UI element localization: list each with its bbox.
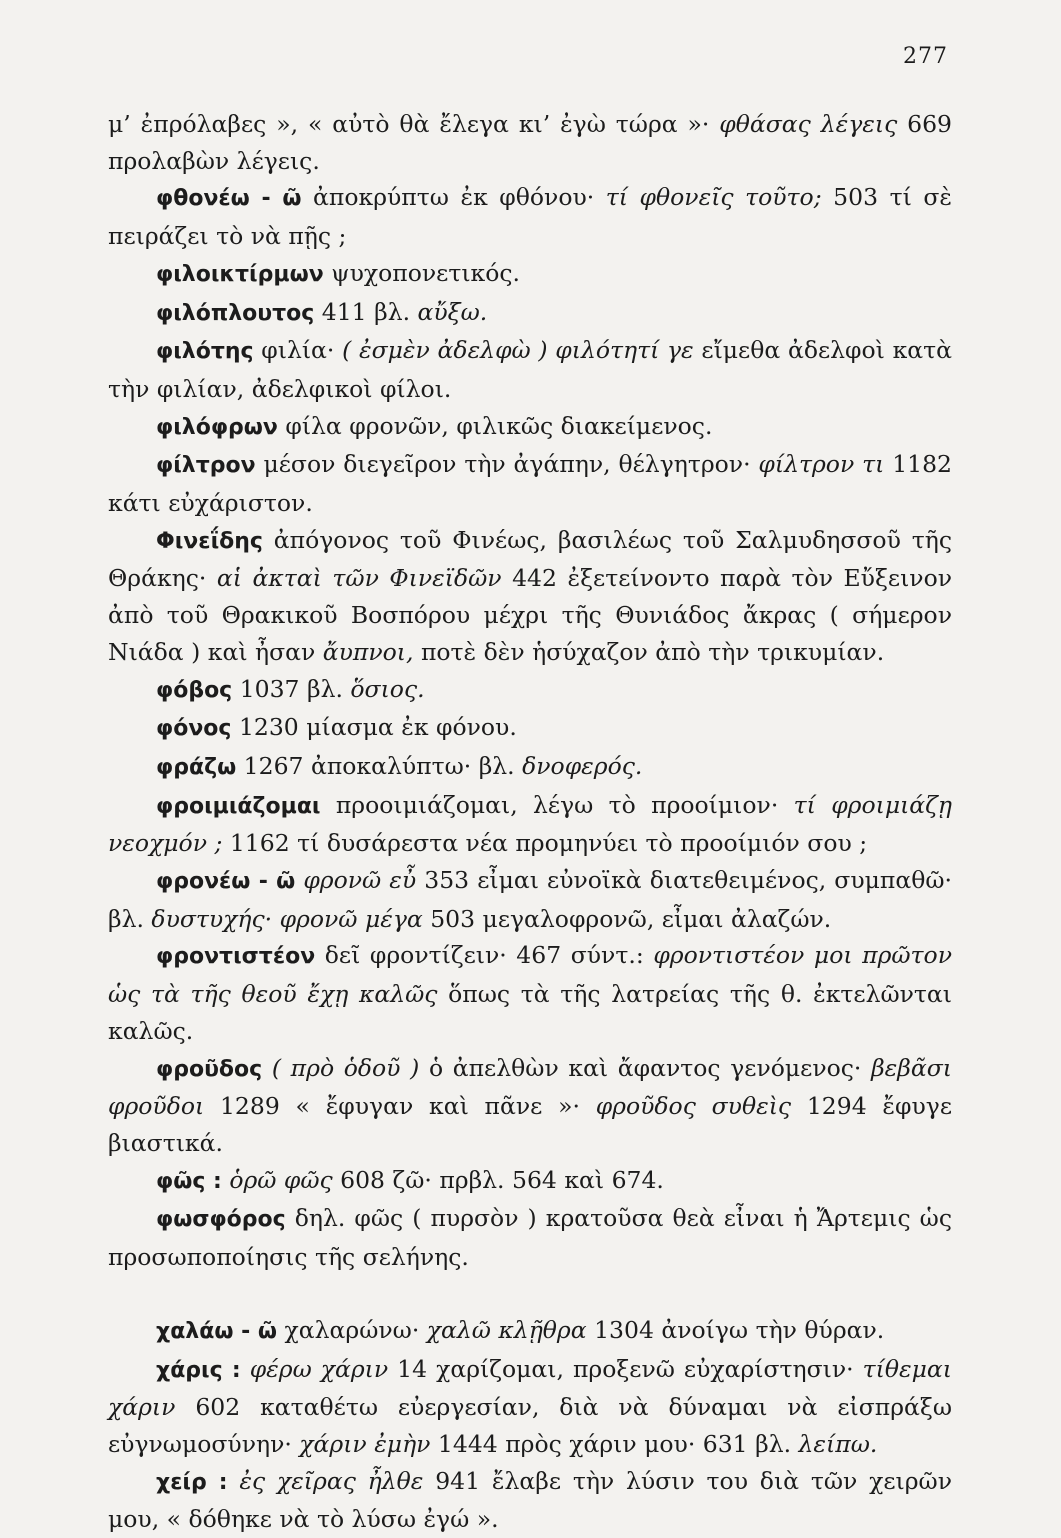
entry-text: ἀπόγονος τοῦ Φινέως, βασιλέως τοῦ Σαλμυδησσοῦ τῆς Θράκης· [108, 525, 952, 593]
quoted-text: ἄυπνοι, [322, 637, 414, 666]
headword: φιλότης [156, 339, 254, 365]
glossary-entry [108, 787, 952, 862]
entry-text: ἀποκρύπτω ἐκ φθόνου· [301, 183, 606, 212]
entry-text: ὁ ἀπελθὼν καὶ ἄφαντος γενόμενος· [419, 1053, 872, 1082]
entry-text: 503 μεγαλοφρονῶ, εἶμαι ἀλαζών. [422, 904, 832, 933]
entry-text: φιλία· [253, 336, 343, 365]
quoted-text: φροῦδος συθεὶς [595, 1092, 792, 1121]
quoted-text: δυστυχής· φρονῶ μέγα [151, 904, 423, 933]
entry-text: 14 χαρίζομαι, προξενῶ εὐχαρίστησιν· [388, 1354, 863, 1383]
headword: φόβος [156, 677, 233, 703]
headword: φθονέω - ῶ [156, 186, 302, 212]
entry-text: 1289 « ἔφυγαν καὶ πᾶνε »· [204, 1092, 596, 1121]
entry-text [262, 1054, 272, 1082]
headword: φιλόφρων [156, 414, 278, 440]
entry-text: 1444 πρὸς χάριν μου· 631 βλ. [430, 1429, 799, 1458]
entry-text: 1162 τί δυσάρεστα νέα προμηνύει τὸ προοίμιόν σου ; [222, 829, 868, 858]
entry-text: ὅπως τὰ τῆς λατρείας τῆς θ. ἐκτελῶνται καλῶς. [108, 980, 953, 1045]
headword: φρονέω - ῶ [156, 869, 296, 895]
headword: φροντιστέον [156, 944, 316, 970]
quoted-text: αἱ ἀκταὶ τῶν Φινεϊδῶν [216, 564, 502, 593]
entry-text: δηλ. φῶς ( πυρσὸν ) κρατοῦσα θεὰ εἶναι ἡ Ἄρτεμις ὡς προσωποποίησις τῆς σελήνης. [108, 1204, 952, 1272]
entry-text: μ’ ἐπρόλαβες », « αὐτὸ θὰ ἔλεγα κι’ ἐγὼ τώρα »· [108, 110, 720, 138]
glossary-entry [108, 179, 952, 254]
glossary-entry [108, 671, 952, 710]
entry-text: 1294 ἔφυγε βιαστικά. [108, 1092, 952, 1157]
entry-text: προοιμιάζομαι, λέγω τὸ προοίμιον· [320, 790, 794, 819]
headword: φιλόπλουτος [156, 300, 315, 326]
headword: φίλτρον [156, 453, 256, 479]
entry-text: δεῖ φροντίζειν· 467 σύντ.: [315, 941, 654, 970]
headword: χείρ : [156, 1469, 228, 1495]
quoted-text: ( ἐσμὲν ἀδελφὼ ) φιλότητί γε [342, 336, 694, 365]
section-gap [108, 1276, 952, 1312]
glossary-entry [108, 1050, 952, 1162]
quoted-text: ἐς χεῖρας ἦλθε [239, 1466, 424, 1495]
entry-text: ποτὲ δὲν ἡσύχαζον ἀπὸ τὴν τρικυμίαν. [413, 637, 885, 666]
quoted-text: φέρω χάριν [249, 1354, 389, 1383]
entry-text: 442 ἐξετείνοντο παρὰ τὸν Εὔξεινον ἀπὸ τοῦ Θρακικοῦ Βοσπόρου μέχρι τῆς Θυνιάδος ἄκρας ( σήμερον Νιάδα ) καὶ ἦσαν [108, 564, 952, 666]
headword: φροιμιάζομαι [156, 793, 321, 819]
entry-text: 1230 μίασμα ἐκ φόνου. [231, 713, 517, 742]
entry-text: 1182 κάτι εὐχάριστον. [108, 450, 952, 518]
entry-text [228, 1467, 240, 1495]
headword: φράζω [156, 754, 237, 780]
entry-text: 503 τί σὲ πειράζει τὸ νὰ πῇς ; [108, 183, 952, 251]
entry-text: ψυχοπονετικός. [323, 258, 520, 287]
quoted-text: ( πρὸ ὁδοῦ ) [271, 1053, 420, 1082]
entry-text: 1304 ἀνοίγω τὴν θύραν. [586, 1315, 885, 1344]
glossary-entry [108, 748, 952, 787]
entry-text: εἴμεθα ἀδελφοὶ κατὰ τὴν φιλίαν, ἀδελφικοὶ φίλοι. [108, 336, 953, 403]
headword: φωσφόρος [156, 1207, 286, 1233]
quoted-text: αὔξω. [417, 297, 488, 326]
entry-text: 608 ζῶ· πρβλ. 564 καὶ 674. [332, 1165, 664, 1194]
glossary-entry [108, 937, 952, 1049]
quoted-text: δνοφερός. [522, 751, 643, 780]
glossary-text [108, 106, 952, 1538]
quoted-text: χάριν ἐμὴν [299, 1429, 431, 1458]
glossary-entry [108, 1351, 952, 1463]
headword: Φινεΐδης [156, 528, 263, 554]
glossary-entry [108, 709, 952, 748]
entry-text: φίλα φρονῶν, φιλικῶς διακείμενος. [277, 411, 713, 440]
glossary-entry [108, 294, 952, 333]
quoted-text: φρονῶ εὖ [303, 866, 417, 895]
glossary-entry [108, 1200, 952, 1275]
quoted-text: τί φροιμιάζῃ νεοχμόν ; [108, 790, 952, 858]
entry-text: 353 εἶμαι εὐνοϊκὰ διατεθειμένος, συμπαθῶ· βλ. [108, 866, 952, 933]
continued-entry [108, 106, 952, 179]
headword: χάρις : [156, 1357, 241, 1383]
entry-text: 1267 ἀποκαλύπτω· βλ. [236, 751, 523, 780]
entry-text: 669 προλαβὼν λέγεις. [108, 110, 952, 175]
quoted-text: λείπω. [798, 1429, 878, 1458]
glossary-entry [108, 408, 952, 447]
quoted-text: βεβᾶσι φροῦδοι [108, 1053, 952, 1121]
quoted-text: τίθεμαι χάριν [108, 1354, 953, 1422]
entry-text: μέσον διεγεῖρον τὴν ἀγάπην, θέλγητρον· [255, 450, 759, 479]
glossary-entry [108, 1162, 952, 1201]
entry-text: χαλαρώνω· [277, 1315, 427, 1344]
headword: φροῦδος [156, 1056, 263, 1082]
headword: φόνος [156, 716, 232, 742]
quoted-text: φθάσας λέγεις [719, 110, 898, 138]
headword: φιλοικτίρμων [156, 261, 324, 287]
entry-text: 941 ἔλαβε τὴν λύσιν του διὰ τῶν χειρῶν μου, « δόθηκε νὰ τὸ λύσω ἐγώ ». [108, 1466, 952, 1534]
quoted-text: φίλτρον τι [758, 450, 885, 479]
quoted-text: ὅσιος. [350, 674, 425, 703]
entry-text [241, 1355, 250, 1383]
glossary-entry [108, 255, 952, 294]
headword: φῶς : [156, 1168, 222, 1194]
glossary-entry [108, 862, 952, 937]
glossary-entry [108, 446, 952, 521]
quoted-text: χαλῶ κλῇθρα [426, 1315, 587, 1344]
headword: χαλάω - ῶ [156, 1318, 278, 1344]
entry-text: 411 βλ. [314, 297, 418, 326]
quoted-text: τί φθονεῖς τοῦτο; [605, 183, 822, 212]
quoted-text: ὁρῶ φῶς [229, 1165, 333, 1194]
glossary-entry [108, 1312, 952, 1351]
glossary-entry [108, 522, 952, 671]
entry-text: 602 καταθέτω εὐεργεσίαν, διὰ νὰ δύναμαι νὰ εἰσπράξω εὐγνωμοσύνην· [108, 1393, 952, 1458]
page-number: 277 [903, 44, 948, 69]
glossary-entry [108, 1463, 952, 1538]
quoted-text: φροντιστέον μοι πρῶτον ὡς τὰ τῆς θεοῦ ἔχῃ καλῶς [108, 941, 952, 1009]
entry-text: 1037 βλ. [232, 674, 351, 703]
glossary-entry [108, 332, 952, 407]
